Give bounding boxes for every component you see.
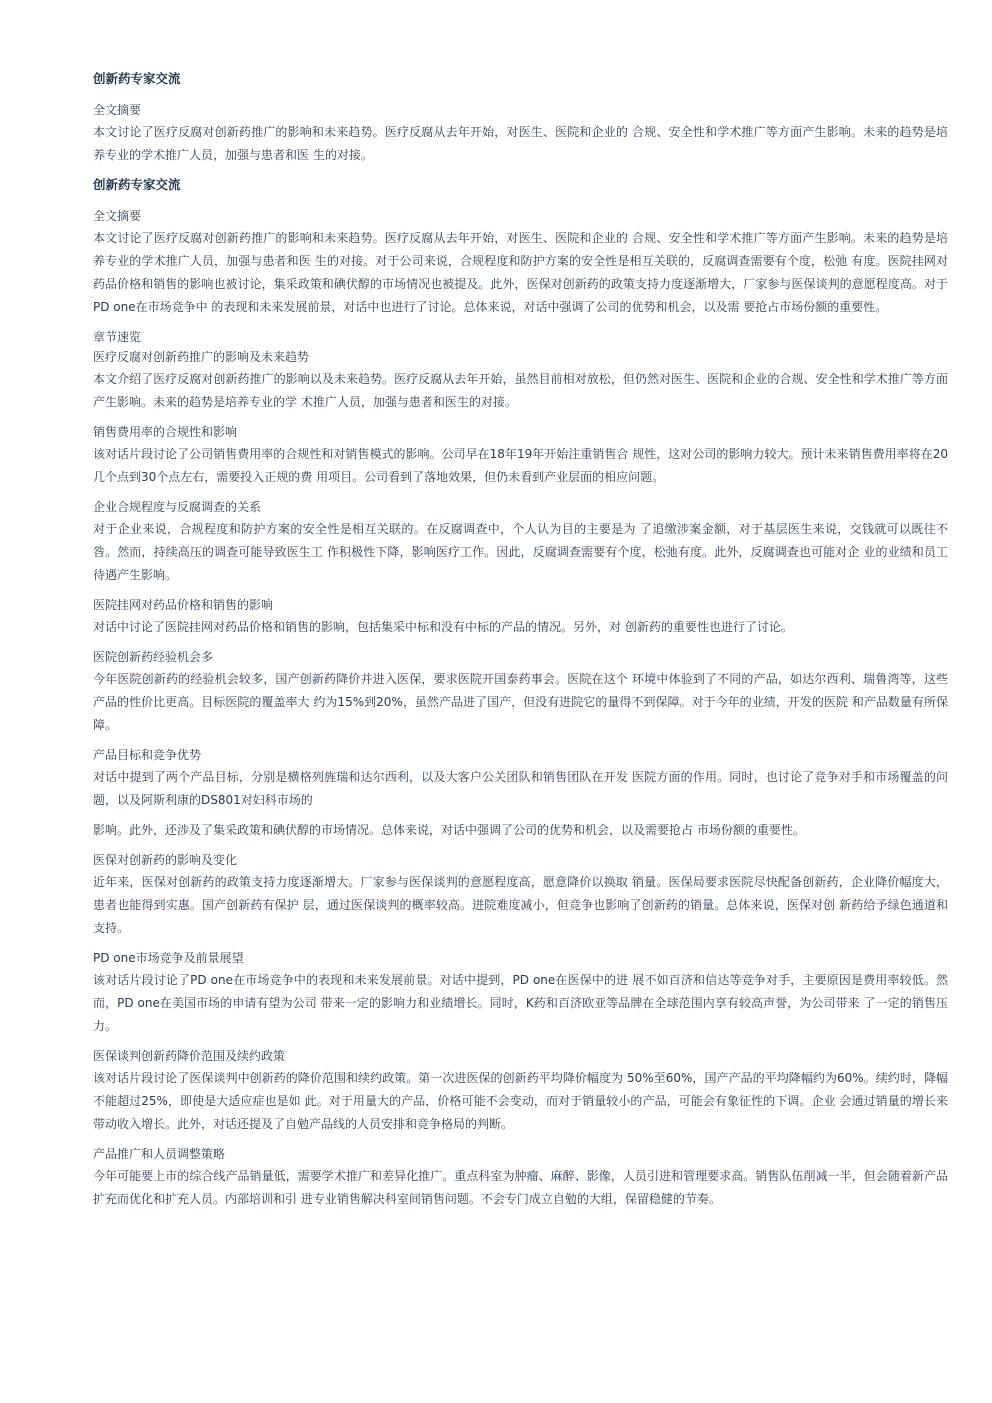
chapter-text: 该对话片段讨论了医保谈判中创新药的降价范围和续约政策。第一次进医保的创新药平均降价幅度为 50%至60%，国产产品的平均降幅约为60%。续约时，降幅不能超过25%，即使是大适应症也是如 此。对于用量大的产品，价格可能不会变动，而对于销量较小的产品，可能会有象征性的下调。企业 会通过销量的增长来带动收入增长。此外，对话还提及了自勉产品线的人员安排和竞争格局的判断。 [93, 1071, 948, 1131]
chapter-heading: 医院挂网对药品价格和销售的影响 [93, 598, 274, 612]
doc-title: 创新药专家交流 [93, 71, 181, 86]
document-content [93, 70, 948, 1220]
chapter-text-continued: 影响。此外，还涉及了集采政策和碘伏醇的市场情况。总体来说，对话中强调了公司的优势和机会，以及需要抢占 市场份额的重要性。 [93, 823, 805, 837]
chapter-text: 对话中讨论了医院挂网对药品价格和销售的影响，包括集采中标和没有中标的产品的情况。另外，对 创新药的重要性也进行了讨论。 [93, 620, 793, 634]
chapter-heading: 医保谈判创新药降价范围及续约政策 [93, 1049, 286, 1063]
summary-text: 本文讨论了医疗反腐对创新药推广的影响和未来趋势。医疗反腐从去年开始，对医生、医院和企业的 合规、安全性和学术推广等方面产生影响。未来的趋势是培养专业的学术推广人员，加强与患者和医 生的对接。对于公司来说，合规程度和防护方案的安全性是相互关联的，反腐调查需要有个度，松弛 有度。医院挂网对药品价格和销售的影响也被讨论，集采政策和碘伏醇的市场情况也被提及。此外，医保对创新药的政策支持力度逐渐增大，厂家参与医保谈判的意愿程度高。对于PD one在市场竞争中 的表现和未来发展前景，对话中也进行了讨论。总体来说，对话中强调了公司的优势和机会，以及需 要抢占市场份额的重要性。 [93, 231, 948, 314]
summary-block [93, 207, 948, 319]
chapter-section [93, 348, 948, 414]
chapter-text: 近年来，医保对创新药的政策支持力度逐渐增大。厂家参与医保谈判的意愿程度高，愿意降价以换取 销量。医保局要求医院尽快配备创新药，企业降价幅度大，患者也能得到实惠。国产创新药有保护 层，通过医保谈判的概率较高。进院难度减小，但竞争也影响了创新药的销量。总体来说，医保对创 新药给予绿色通道和支持。 [93, 875, 948, 935]
chapter-text: 今年可能要上市的综合线产品销量低，需要学术推广和差异化推广。重点科室为肿瘤、麻醉、影像，人员引进和管理要求高。销售队伍削减一半，但会随着新产品扩充而优化和扩充人员。内部培训和引 进专业销售解决科室间销售问题。不会专门成立自勉的大组，保留稳健的节奏。 [93, 1169, 948, 1206]
chapter-text: 该对话片段讨论了公司销售费用率的合规性和对销售模式的影响。公司早在18年19年开始注重销售合 规性，这对公司的影响力较大。预计未来销售费用率将在20几个点到30个点左右，需要投入正规的费 用项目。公司看到了落地效果，但仍未看到产业层面的相应问题。 [93, 447, 948, 484]
chapter-text: 该对话片段讨论了PD one在市场竞争中的表现和未来发展前景。对话中提到，PD one在医保中的进 展不如百济和信达等竞争对手，主要原因是费用率较低。然而，PD one在美国市场的申请有望为公司 带来一定的影响力和业绩增长。同时，K药和百济欧亚等品牌在全球范围内享有较高声誉，为公司带来 了一定的销售压力。 [93, 973, 948, 1033]
chapter-heading: 医保对创新药的影响及变化 [93, 853, 238, 867]
chapter-text: 今年医院创新药的经验机会较多，国产创新药降价并进入医保，要求医院开国泰药事会。医院在这个 环境中体验到了不同的产品，如达尔西利、瑞鲁湾等，这些产品的性价比更高。目标医院的覆盖率大 约为15%到20%，虽然产品进了国产，但没有进院它的量得不到保障。对于今年的业绩，开发的医院 和产品数量有所保障。 [93, 672, 948, 732]
chapter-section [93, 949, 948, 1038]
paragraph-gap [93, 812, 948, 819]
chapter-section [93, 1047, 948, 1136]
chapter-heading: PD one市场竞争及前景展望 [93, 951, 244, 965]
chapter-heading: 产品推广和人员调整策略 [93, 1147, 226, 1161]
summary-heading: 全文摘要 [93, 209, 142, 223]
summary-heading: 全文摘要 [93, 103, 142, 117]
chapter-section [93, 746, 948, 842]
chapter-heading: 医疗反腐对创新药推广的影响及未来趋势 [93, 350, 310, 364]
chapter-section [93, 648, 948, 737]
chapter-section [93, 498, 948, 587]
chapter-text: 本文介绍了医疗反腐对创新药推广的影响以及未来趋势。医疗反腐从去年开始，虽然目前相对放松，但仍然对医生、医院和企业的合规、安全性和学术推广等方面产生影响。未来的趋势是培养专业的学 术推广人员，加强与患者和医生的对接。 [93, 372, 948, 409]
chapter-section [93, 851, 948, 940]
chapter-heading: 企业合规程度与反腐调查的关系 [93, 500, 262, 514]
chapter-text: 对话中提到了两个产品目标，分别是横格列旌瑞和达尔西利，以及大客户公关团队和销售团队在开发 医院方面的作用。同时，也讨论了竞争对手和市场覆盖的问题，以及阿斯利康的DS801对妇科市场的 [93, 770, 948, 807]
chapter-section [93, 423, 948, 489]
summary-text: 本文讨论了医疗反腐对创新药推广的影响和未来趋势。医疗反腐从去年开始，对医生、医院和企业的 合规、安全性和学术推广等方面产生影响。未来的趋势是培养专业的学术推广人员，加强与患者和医 生的对接。 [93, 125, 948, 162]
summary-block [93, 101, 948, 167]
chapter-heading: 医院创新药经验机会多 [93, 650, 214, 664]
chapter-text: 对于企业来说，合规程度和防护方案的安全性是相互关联的。在反腐调查中，个人认为目的主要是为 了追缴涉案金额，对于基层医生来说，交钱就可以既往不咎。然而，持续高压的调查可能导致医生工 作积极性下降，影响医疗工作。因此，反腐调查需要有个度，松弛有度。此外，反腐调查也可能对企 业的业绩和员工待遇产生影响。 [93, 522, 948, 582]
chapter-section [93, 596, 948, 639]
chapters-label: 章节速览 [93, 330, 142, 344]
doc-title: 创新药专家交流 [93, 177, 181, 192]
chapter-section [93, 1145, 948, 1211]
chapter-heading: 产品目标和竞争优势 [93, 748, 202, 762]
chapter-heading: 销售费用率的合规性和影响 [93, 425, 238, 439]
